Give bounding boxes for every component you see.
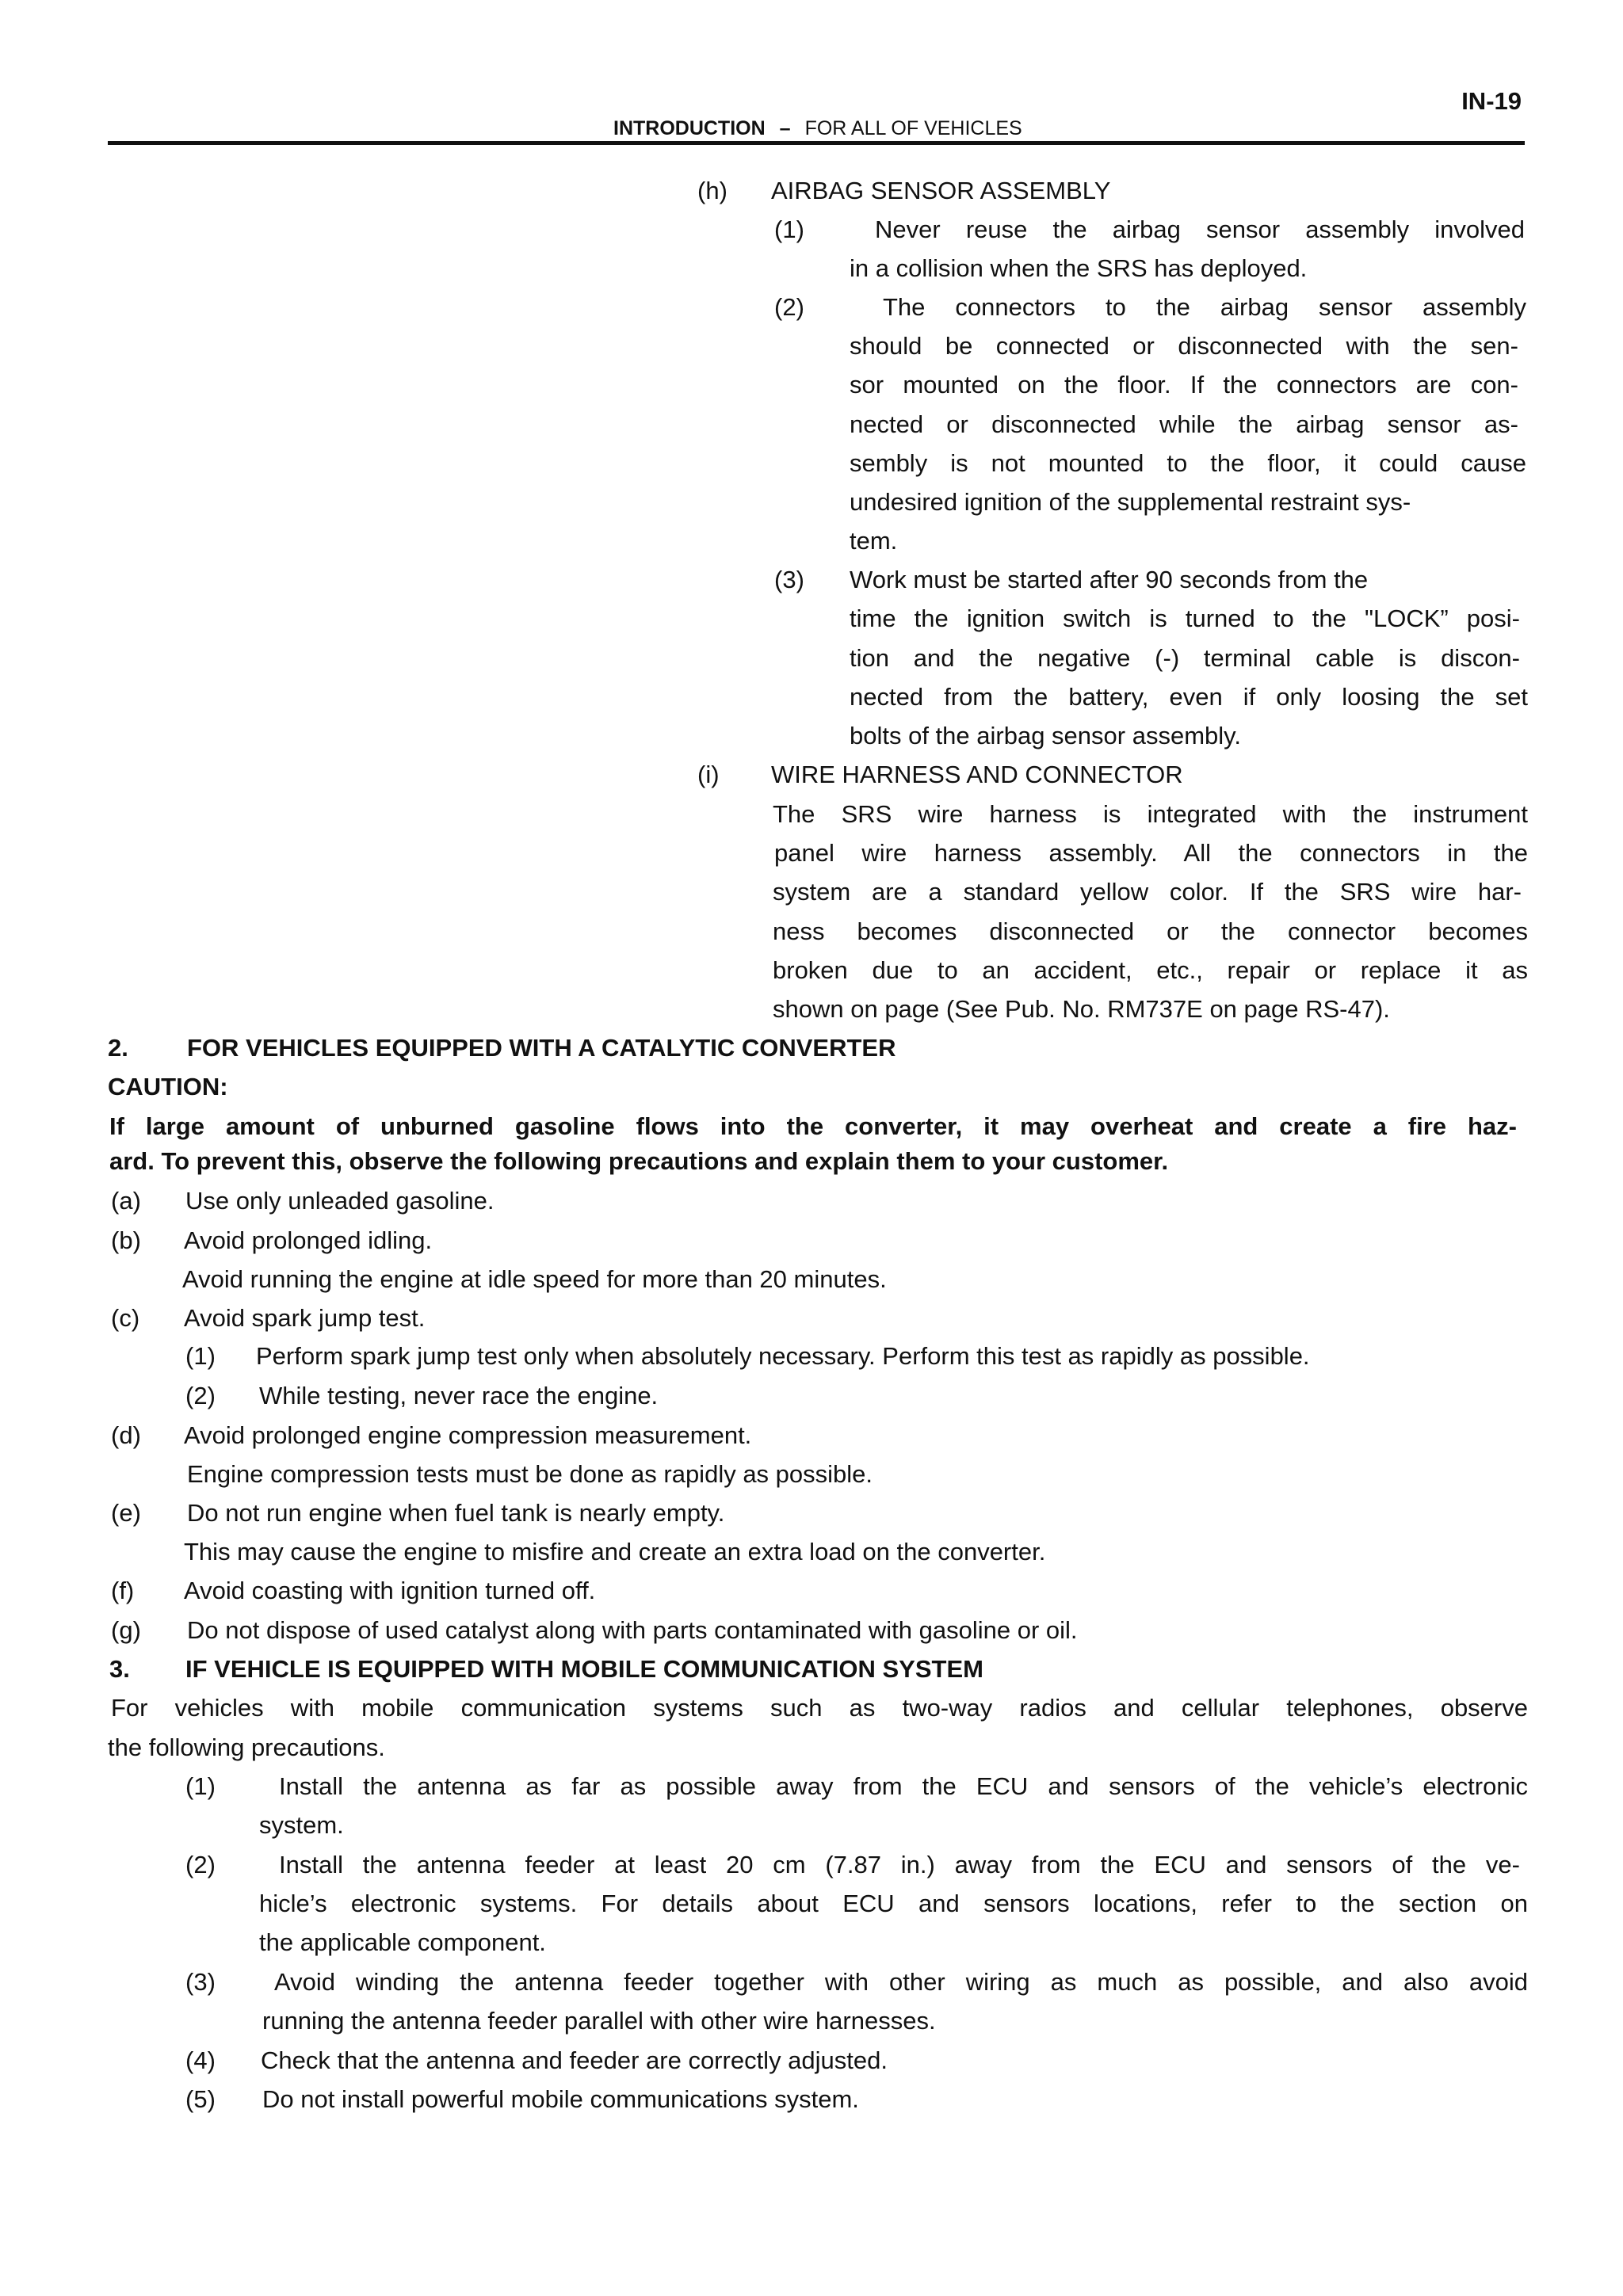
text-line: in a collision when the SRS has deployed. xyxy=(850,254,1308,282)
item-number: (3) xyxy=(774,566,804,593)
text-line: The SRS wire harness is integrated with the instrument xyxy=(773,800,1528,828)
text-line: undesired ignition of the supplemental restraint sys- xyxy=(850,488,1411,516)
item-number: (1) xyxy=(774,215,804,243)
text-line: system are a standard yellow color. If the SRS wire har- xyxy=(773,878,1522,906)
header-rule xyxy=(108,141,1525,145)
text-line: running the antenna feeder parallel with other wire harnesses. xyxy=(262,2007,936,2035)
list-label: (e) xyxy=(111,1499,141,1527)
list-label: (f) xyxy=(111,1577,135,1604)
text-line: Install the antenna as far as possible away from the ECU and sensors of the vehicle’s electronic xyxy=(279,1772,1528,1800)
item-number: (1) xyxy=(185,1772,216,1800)
text-line: shown on page (See Pub. No. RM737E on page RS-47). xyxy=(773,995,1390,1023)
section-i-label: (i) xyxy=(697,761,720,788)
text-line: tem. xyxy=(850,527,898,555)
item-number: (3) xyxy=(185,1968,216,1996)
list-subitem: While testing, never race the engine. xyxy=(259,1382,659,1409)
list-label: (g) xyxy=(111,1616,141,1644)
text-line: Check that the antenna and feeder are correctly adjusted. xyxy=(261,2046,888,2074)
text-line: sor mounted on the floor. If the connectors are con- xyxy=(850,371,1518,399)
section-3-heading: IF VEHICLE IS EQUIPPED WITH MOBILE COMMUNICATION SYSTEM xyxy=(185,1655,983,1683)
list-item: Do not dispose of used catalyst along with parts contaminated with gasoline or oil. xyxy=(187,1616,1078,1644)
section-2-heading: FOR VEHICLES EQUIPPED WITH A CATALYTIC CONVERTER xyxy=(187,1034,896,1062)
list-subitem: Perform spark jump test only when absolutely necessary. Perform this test as rapidly as possible. xyxy=(256,1342,1310,1370)
list-item: Avoid prolonged engine compression measurement. xyxy=(184,1421,752,1449)
caution-text: If large amount of unburned gasoline flows into the converter, it may overheat and create a fire haz- xyxy=(109,1112,1517,1140)
header-separator: – xyxy=(779,117,791,139)
list-item: Avoid spark jump test. xyxy=(184,1304,426,1332)
caution-text: ard. To prevent this, observe the following precautions and explain them to your customer. xyxy=(109,1147,1169,1175)
text-line: ness becomes disconnected or the connector becomes xyxy=(773,917,1528,945)
header-subtitle: FOR ALL OF VEHICLES xyxy=(804,117,1022,139)
item-number: (4) xyxy=(185,2046,216,2074)
text-line: tion and the negative (-) terminal cable is discon- xyxy=(850,644,1520,672)
item-number: (1) xyxy=(185,1342,216,1370)
text-line: system. xyxy=(259,1811,344,1839)
item-number: (2) xyxy=(185,1382,216,1409)
section-2-number: 2. xyxy=(108,1034,128,1062)
section-h-heading: AIRBAG SENSOR ASSEMBLY xyxy=(771,177,1111,204)
intro-text: the following precautions. xyxy=(108,1733,385,1761)
section-h-label: (h) xyxy=(697,177,727,204)
text-line: Never reuse the airbag sensor assembly involved xyxy=(875,215,1525,243)
list-label: (d) xyxy=(111,1421,141,1449)
list-label: (a) xyxy=(111,1187,141,1215)
list-item: Avoid prolonged idling. xyxy=(184,1226,433,1254)
list-detail: Engine compression tests must be done as rapidly as possible. xyxy=(187,1460,873,1488)
header-title: INTRODUCTION xyxy=(613,117,766,139)
text-line: Avoid winding the antenna feeder together with other wiring as much as possible, and also avoid xyxy=(274,1968,1528,1996)
text-line: Work must be started after 90 seconds from the xyxy=(850,566,1369,593)
list-detail: Avoid running the engine at idle speed for more than 20 minutes. xyxy=(182,1265,887,1293)
text-line: Install the antenna feeder at least 20 cm (7.87 in.) away from the ECU and sensors of the ve- xyxy=(279,1851,1520,1878)
list-item: Avoid coasting with ignition turned off. xyxy=(184,1577,596,1604)
section-i-heading: WIRE HARNESS AND CONNECTOR xyxy=(771,761,1183,788)
list-detail: This may cause the engine to misfire and create an extra load on the converter. xyxy=(184,1538,1046,1566)
list-item: Do not run engine when fuel tank is nearly empty. xyxy=(187,1499,725,1527)
list-label: (b) xyxy=(111,1226,141,1254)
item-number: (2) xyxy=(774,293,804,321)
text-line: panel wire harness assembly. All the connectors in the xyxy=(774,839,1528,867)
list-item: Use only unleaded gasoline. xyxy=(185,1187,495,1215)
list-label: (c) xyxy=(111,1304,140,1332)
text-line: sembly is not mounted to the floor, it could cause xyxy=(850,449,1526,477)
text-line: time the ignition switch is turned to the "LOCK” posi- xyxy=(850,605,1520,632)
text-line: bolts of the airbag sensor assembly. xyxy=(850,722,1241,749)
text-line: nected from the battery, even if only loosing the set xyxy=(850,683,1528,711)
intro-text: For vehicles with mobile communication systems such as two-way radios and cellular telephones, observe xyxy=(111,1694,1528,1722)
text-line: The connectors to the airbag sensor assembly xyxy=(883,293,1526,321)
page-number: IN-19 xyxy=(1461,87,1522,115)
item-number: (2) xyxy=(185,1851,216,1878)
running-header xyxy=(613,119,1022,139)
text-line: broken due to an accident, etc., repair or replace it as xyxy=(773,956,1528,984)
caution-label: CAUTION: xyxy=(108,1073,228,1100)
text-line: hicle’s electronic systems. For details about ECU and sensors locations, refer to the section on xyxy=(259,1890,1528,1917)
section-3-number: 3. xyxy=(109,1655,130,1683)
text-line: should be connected or disconnected with the sen- xyxy=(850,332,1518,360)
text-line: Do not install powerful mobile communications system. xyxy=(262,2085,859,2113)
text-line: the applicable component. xyxy=(259,1928,546,1956)
item-number: (5) xyxy=(185,2085,216,2113)
text-line: nected or disconnected while the airbag sensor as- xyxy=(850,410,1518,438)
